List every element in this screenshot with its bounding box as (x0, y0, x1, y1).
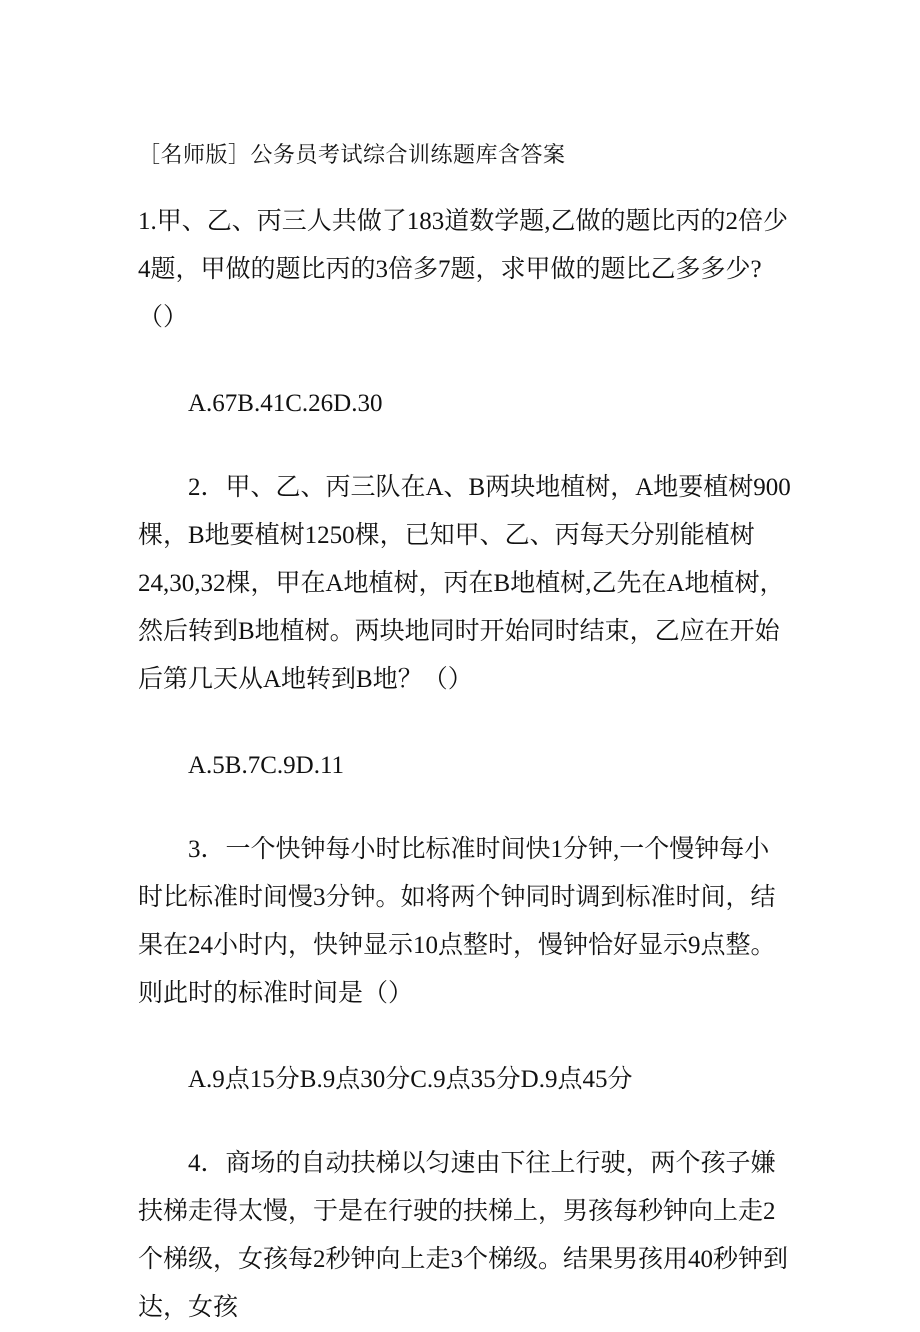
question-2-options: A.5B.7C.9D.11 (188, 752, 345, 779)
spacer (138, 1018, 794, 1056)
question-4-text: 4．商场的自动扶梯以匀速由下往上行驶，两个孩子嫌扶梯走得太慢，于是在行驶的扶梯上，男孩每秒钟向上走2个梯级，女孩每2秒钟向上走3个梯级。结果男孩用40秒钟到达，女孩 (138, 1150, 789, 1321)
spacer (138, 790, 794, 826)
question-2-text: 2．甲、乙、丙三队在A、B两块地植树，A地要植树900棵，B地要植树1250棵，已知甲、乙、丙每天分别能植树24,30,32棵，甲在A地植树，丙在B地植树,乙先在A地植树，然后转到B地植树。两块地同时开始同时结束，乙应在开始后第几天从A地转到B地？（） (138, 474, 791, 693)
question-3-text: 3．一个快钟每小时比标准时间快1分钟,一个慢钟每小时比标准时间慢3分钟。如将两个钟同时调到标准时间，结果在24小时内，快钟显示10点整时，慢钟恰好显示9点整。则此时的标准时间是（） (138, 836, 776, 1007)
spacer (138, 428, 794, 464)
question-3-options: A.9点15分B.9点30分C.9点35分D.9点45分 (188, 1066, 633, 1093)
document-body (138, 140, 794, 1332)
spacer (138, 704, 794, 742)
question-1-text: 1.甲、乙、丙三人共做了183道数学题,乙做的题比丙的2倍少4题，甲做的题比丙的3倍多7题，求甲做的题比乙多多少?（） (138, 208, 789, 331)
spacer (138, 342, 794, 380)
document-title: ［名师版］公务员考试综合训练题库含答案 (138, 143, 566, 168)
question-1-options: A.67B.41C.26D.30 (188, 390, 383, 417)
spacer (138, 1104, 794, 1140)
